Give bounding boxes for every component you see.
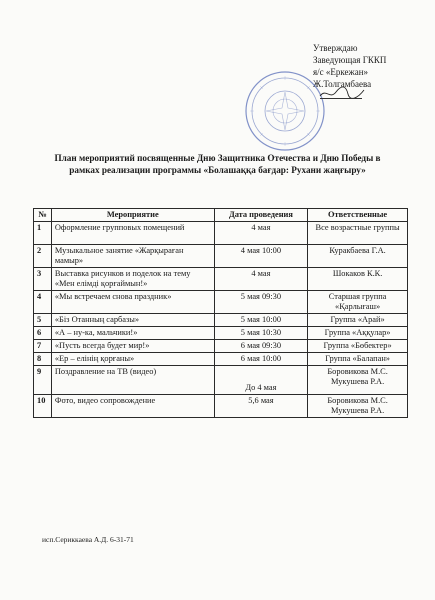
row-event: Фото, видео сопровождение	[51, 395, 214, 418]
row-number: 3	[34, 268, 52, 291]
row-number: 2	[34, 245, 52, 268]
row-event: «Ер – елінің қорғаны»	[51, 353, 214, 366]
table-header-row	[34, 209, 408, 222]
title-line-1: План мероприятий посвященные Дню Защитника Отечества и Дню Победы в	[54, 153, 381, 163]
row-event: «Пусть всегда будет мир!»	[51, 340, 214, 353]
table-row	[34, 340, 408, 353]
table-row	[34, 222, 408, 245]
row-number: 7	[34, 340, 52, 353]
row-date: 5 мая 09:30	[214, 291, 308, 314]
row-responsible: Группа «Арай»	[308, 314, 408, 327]
row-number: 8	[34, 353, 52, 366]
handwritten-signature	[318, 84, 366, 107]
row-responsible: Шокаков К.К.	[308, 268, 408, 291]
row-responsible: Группа «Балапан»	[308, 353, 408, 366]
footer-contact: исп.Сериккаева А.Д. 6-31-71	[42, 535, 134, 544]
row-number: 1	[34, 222, 52, 245]
approval-line-1: Утверждаю	[313, 43, 358, 53]
row-responsible: Группа «Аққулар»	[308, 327, 408, 340]
header-responsible: Ответственные	[308, 209, 408, 222]
row-date: До 4 мая	[214, 366, 308, 395]
row-event: Оформление групповых помещений	[51, 222, 214, 245]
document-title	[20, 152, 415, 176]
row-number: 4	[34, 291, 52, 314]
row-event: «Мы встречаем снова праздник»	[51, 291, 214, 314]
table-row	[34, 268, 408, 291]
header-date: Дата проведения	[214, 209, 308, 222]
row-number: 10	[34, 395, 52, 418]
row-responsible: Боровикова М.С. Мукушева Р.А.	[308, 366, 408, 395]
events-table	[33, 208, 408, 418]
row-date: 4 мая	[214, 222, 308, 245]
table-row	[34, 245, 408, 268]
row-date: 6 мая 10:00	[214, 353, 308, 366]
row-number: 9	[34, 366, 52, 395]
signature-line	[320, 98, 362, 99]
row-event: «А – ну-ка, мальчики!»	[51, 327, 214, 340]
row-responsible: Куракбаева Г.А.	[308, 245, 408, 268]
table-row	[34, 353, 408, 366]
row-responsible: Старшая группа «Қарлығаш»	[308, 291, 408, 314]
row-date: 5 мая 10:00	[214, 314, 308, 327]
approval-line-4: Ж.Толгамбаева	[313, 79, 372, 89]
row-responsible: Группа «Бөбектер»	[308, 340, 408, 353]
title-line-2: рамках реализации программы «Болашаққа бағдар: Рухани жаңғыру»	[69, 165, 366, 175]
header-event: Мероприятие	[51, 209, 214, 222]
approval-line-3: я/с «Еркежан»	[313, 67, 369, 77]
row-date: 5 мая 10:30	[214, 327, 308, 340]
row-number: 6	[34, 327, 52, 340]
official-seal-stamp	[244, 70, 326, 157]
row-event: «Біз Отанның сарбазы»	[51, 314, 214, 327]
row-responsible: Боровикова М.С. Мукушева Р.А.	[308, 395, 408, 418]
table-row	[34, 314, 408, 327]
table-row	[34, 291, 408, 314]
approval-line-2: Заведующая ГККП	[313, 55, 387, 65]
row-responsible: Все возрастные группы	[308, 222, 408, 245]
table-row	[34, 395, 408, 418]
row-date: 6 мая 09:30	[214, 340, 308, 353]
table-row	[34, 327, 408, 340]
row-date: 5,6 мая	[214, 395, 308, 418]
row-event: Музыкальное занятие «Жарқыраған мамыр»	[51, 245, 214, 268]
row-event: Поздравление на ТВ (видео)	[51, 366, 214, 395]
row-event: Выставка рисунков и поделок на тему «Мен елімді қорғаймын!»	[51, 268, 214, 291]
row-date: 4 мая 10:00	[214, 245, 308, 268]
row-number: 5	[34, 314, 52, 327]
table-row	[34, 366, 408, 395]
header-number: №	[34, 209, 52, 222]
row-date: 4 мая	[214, 268, 308, 291]
